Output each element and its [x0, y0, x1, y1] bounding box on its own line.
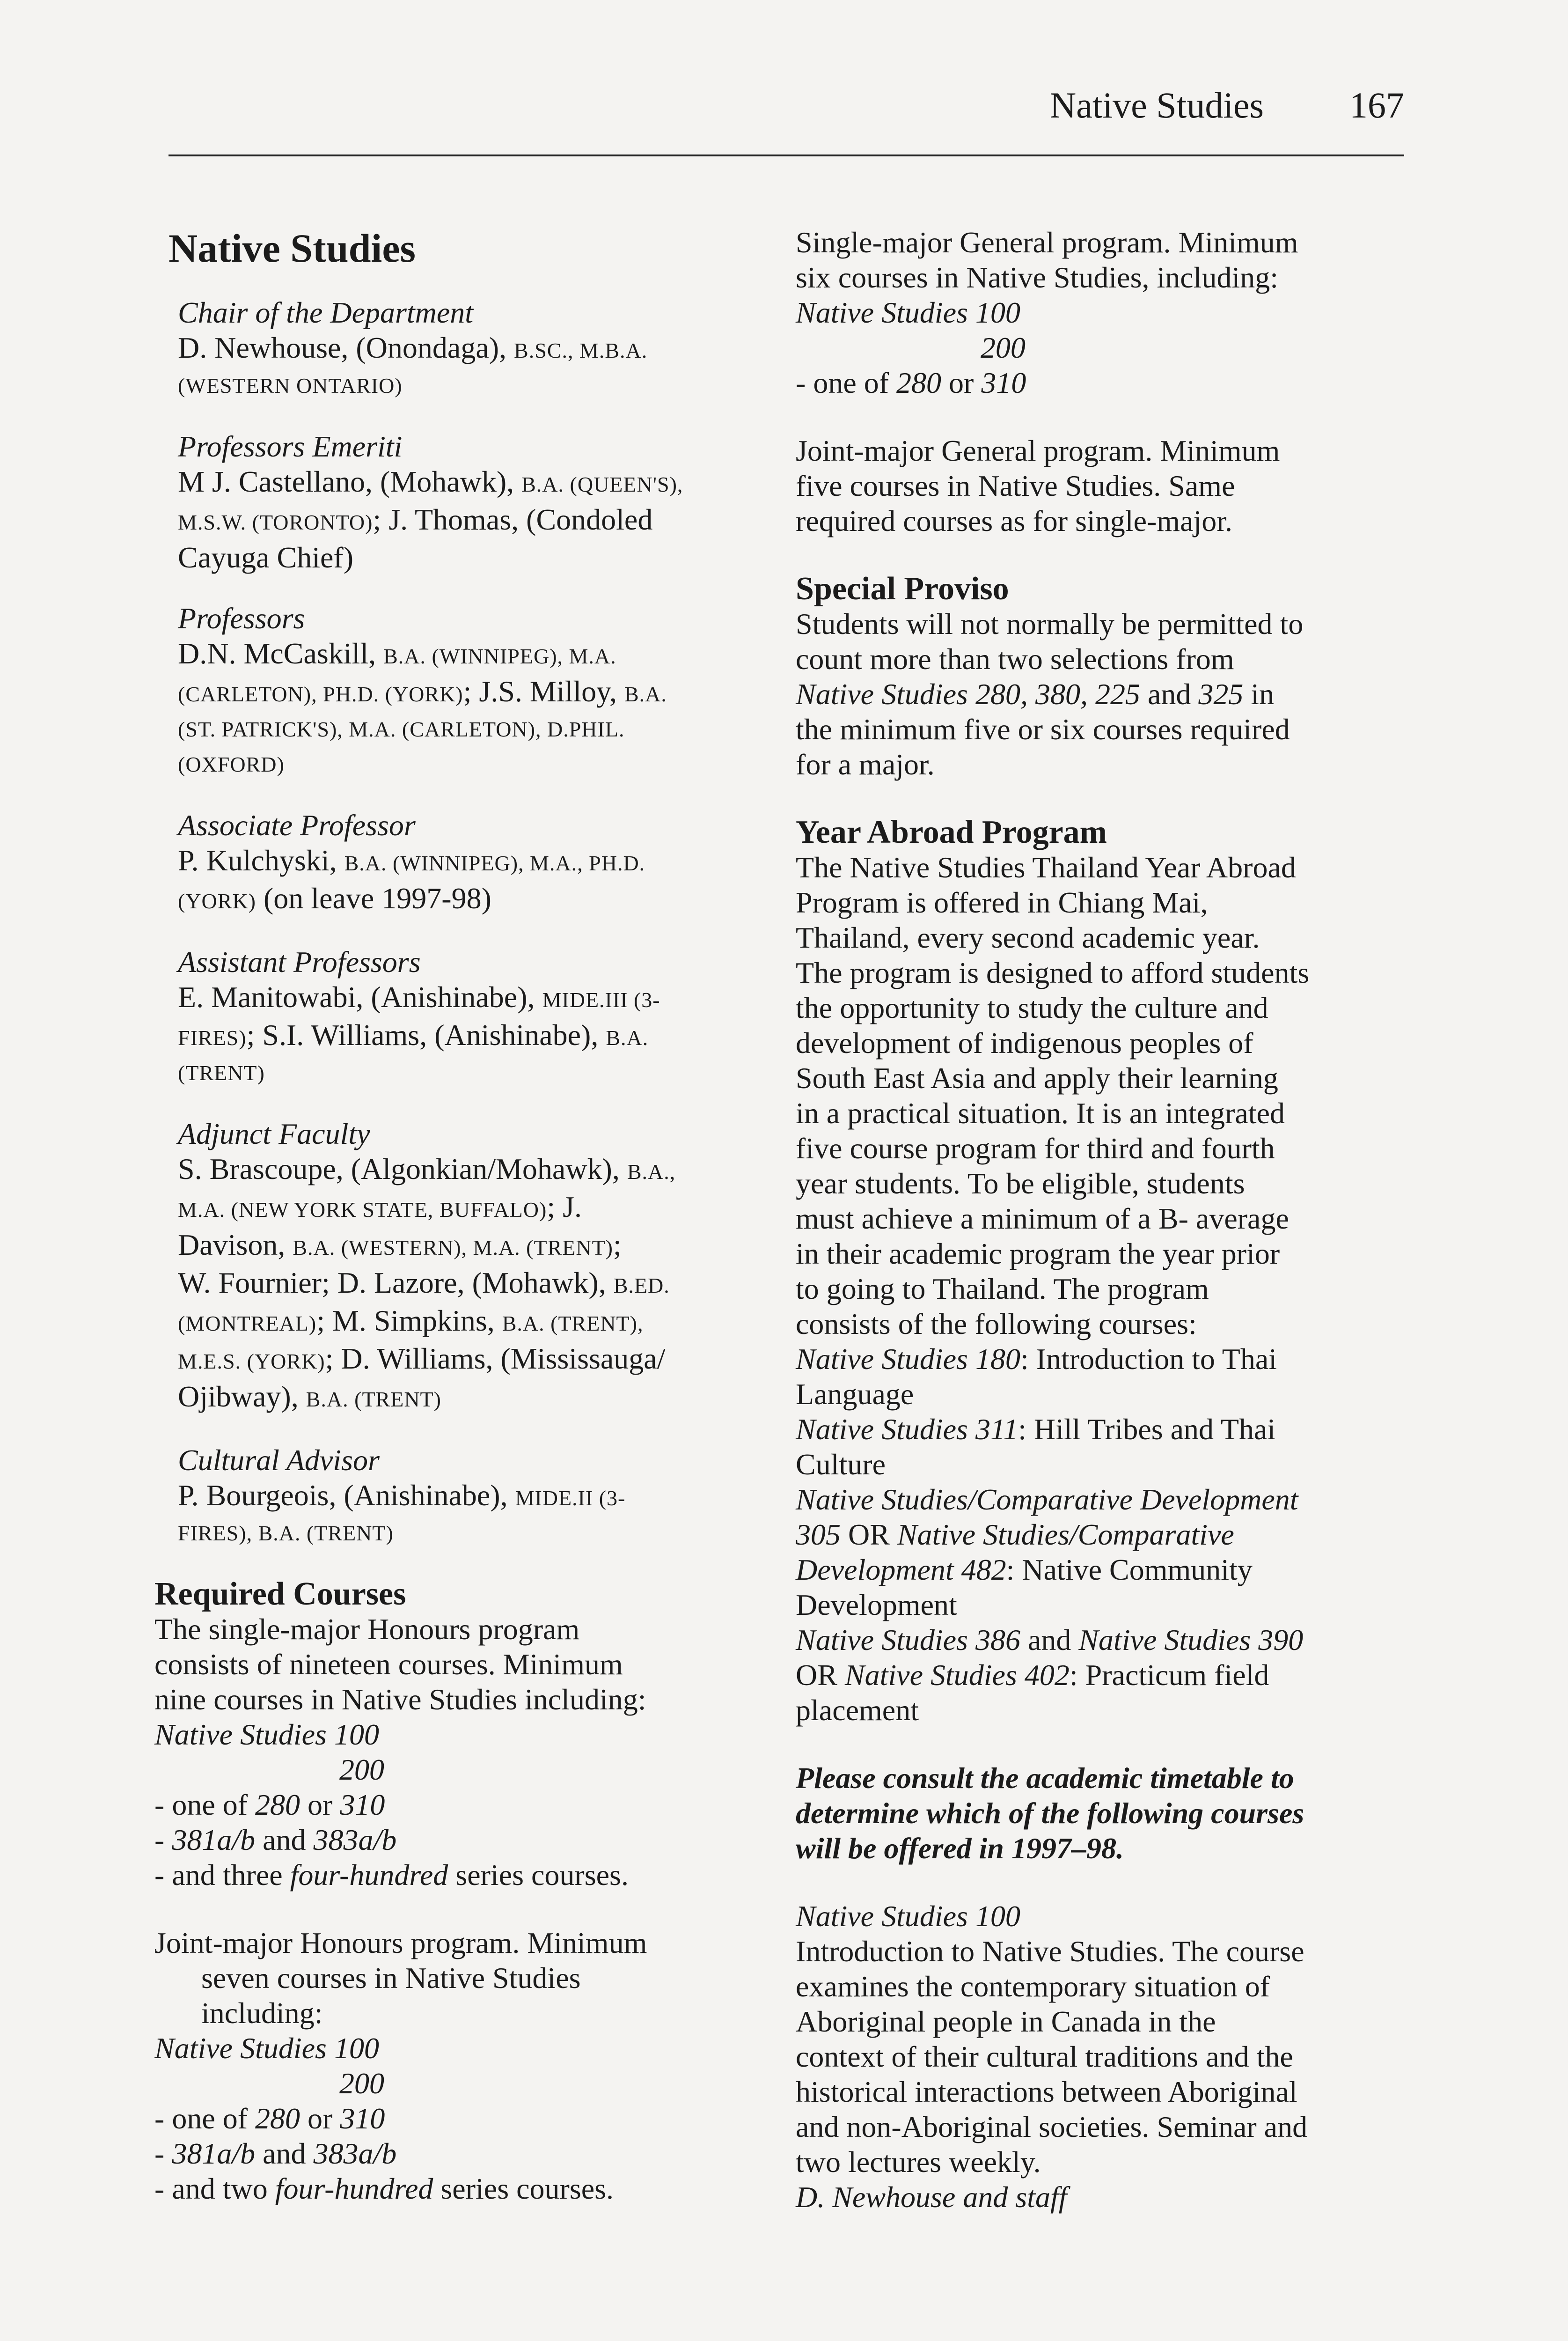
faculty-line: Cayuga Chief) [178, 541, 353, 574]
course-line: - one of 280 or 310 [154, 1788, 385, 1821]
role-label: Cultural Advisor [178, 1443, 380, 1477]
single-major-general [796, 225, 1418, 400]
professors-group [178, 601, 763, 782]
adjunct-group [178, 1116, 763, 1417]
page-header [169, 84, 1404, 131]
course-line: Development 482: Native Community [796, 1553, 1253, 1586]
faculty-line: P. Bourgeois, (Anishinabe), MIDE.II (3- [178, 1479, 626, 1512]
text-line: five course program for third and fourth [796, 1132, 1275, 1165]
faculty-line: Ojibway), B.A. (TRENT) [178, 1380, 441, 1413]
text-line: for a major. [796, 748, 935, 781]
header-rule [169, 155, 1404, 156]
text-line: Joint-major Honours program. Minimum [154, 1926, 647, 1959]
text-line: nine courses in Native Studies including: [154, 1683, 646, 1716]
text-line: Introduction to Native Studies. The course [796, 1935, 1304, 1968]
faculty-line: M.S.W. (TORONTO); J. Thomas, (Condoled [178, 503, 653, 536]
text-line: six courses in Native Studies, including: [796, 261, 1278, 294]
page-number: 167 [1349, 85, 1404, 125]
special-proviso [796, 571, 1418, 782]
faculty-line: E. Manitowabi, (Anishinabe), MIDE.III (3- [178, 980, 660, 1014]
notice-line: will be offered in 1997–98. [796, 1832, 1124, 1865]
text-line: and non-Aboriginal societies. Seminar and [796, 2110, 1308, 2143]
running-title: Native Studies [1049, 85, 1264, 125]
course-line: Culture [796, 1448, 886, 1481]
text-line: five courses in Native Studies. Same [796, 469, 1235, 502]
course-line: Development [796, 1588, 957, 1621]
role-label: Professors Emeriti [178, 430, 403, 463]
text-line: Native Studies 280, 380, 225 and 325 in [796, 677, 1275, 711]
text-line: The single-major Honours program [154, 1612, 580, 1646]
text-line: Program is offered in Chiang Mai, [796, 886, 1208, 919]
right-column [796, 225, 1418, 2247]
faculty-line: (OXFORD) [178, 752, 285, 776]
text-line: in their academic program the year prior [796, 1237, 1280, 1270]
role-label: Associate Professor [178, 809, 416, 842]
section-title: Native Studies [169, 226, 416, 271]
text-line: must achieve a minimum of a B- average [796, 1202, 1289, 1235]
course-line: OR Native Studies 402: Practicum field [796, 1658, 1269, 1692]
course-line: Native Studies 100 [796, 296, 1020, 329]
joint-major-general [796, 433, 1418, 538]
course-line: - one of 280 or 310 [154, 2102, 385, 2135]
faculty-line: (WESTERN ONTARIO) [178, 374, 403, 398]
emeriti-group [178, 429, 763, 575]
left-column [154, 225, 763, 2206]
course-line: Language [796, 1377, 914, 1411]
text-line: historical interactions between Aboriginal [796, 2075, 1297, 2108]
notice-line: Please consult the academic timetable to [796, 1761, 1294, 1795]
faculty-line: M.E.S. (YORK); D. Williams, (Mississauga/ [178, 1342, 666, 1375]
faculty-line: M J. Castellano, (Mohawk), B.A. (QUEEN'S), [178, 465, 683, 498]
faculty-line: D.N. McCaskill, B.A. (WINNIPEG), M.A. [178, 637, 616, 670]
course-line: 305 OR Native Studies/Comparative [796, 1518, 1234, 1551]
text-line: Aboriginal people in Canada in the [796, 2005, 1216, 2038]
text-line: Joint-major General program. Minimum [796, 434, 1280, 467]
course-line: placement [796, 1693, 919, 1727]
text-line: count more than two selections from [796, 642, 1234, 676]
faculty-line: (CARLETON), PH.D. (YORK); J.S. Milloy, B.A. [178, 675, 667, 708]
role-label: Adjunct Faculty [178, 1117, 370, 1150]
notice-line: determine which of the following courses [796, 1796, 1304, 1830]
text-line: two lectures weekly. [796, 2145, 1041, 2179]
course-line: Native Studies 180: Introduction to Thai [796, 1342, 1277, 1376]
course-line: Native Studies 386 and Native Studies 390 [796, 1623, 1304, 1656]
text-line: The Native Studies Thailand Year Abroad [796, 851, 1296, 884]
text-line: context of their cultural traditions and the [796, 2040, 1293, 2073]
text-line: year students. To be eligible, students [796, 1167, 1245, 1200]
section-heading: Year Abroad Program [796, 814, 1107, 850]
text-line: consists of nineteen courses. Minimum [154, 1648, 623, 1681]
faculty-line: FIRES), B.A. (TRENT) [178, 1521, 394, 1545]
text-line: required courses as for single-major. [796, 504, 1233, 537]
assistant-group [178, 944, 763, 1090]
faculty-line: W. Fournier; D. Lazore, (Mohawk), B.ED. [178, 1266, 670, 1299]
faculty-line: D. Newhouse, (Onondaga), B.SC., M.B.A. [178, 331, 648, 364]
section-heading: Special Proviso [796, 571, 1009, 607]
course-line: Native Studies 100 [154, 2032, 379, 2065]
text-line: Students will not normally be permitted to [796, 607, 1304, 640]
faculty-line: (TRENT) [178, 1061, 265, 1085]
text-line: Single-major General program. Minimum [796, 226, 1298, 259]
chair-group [178, 295, 763, 403]
required-courses [154, 1576, 763, 2206]
faculty-line: (MONTREAL); M. Simpkins, B.A. (TRENT), [178, 1304, 644, 1337]
course-code: Native Studies 100 [796, 1899, 1020, 1933]
text-line: Thailand, every second academic year. [796, 921, 1260, 954]
faculty-line: FIRES); S.I. Williams, (Anishinabe), B.A. [178, 1018, 649, 1052]
role-label: Assistant Professors [178, 945, 421, 979]
course-line: Native Studies 311: Hill Tribes and Thai [796, 1413, 1276, 1446]
text-line: The program is designed to afford students [796, 956, 1310, 989]
course-line: 200 [339, 2067, 384, 2100]
text-line: South East Asia and apply their learning [796, 1061, 1278, 1095]
course-line: - one of 280 or 310 [796, 366, 1026, 399]
faculty-line: (YORK) (on leave 1997-98) [178, 882, 491, 915]
course-line: - 381a/b and 383a/b [154, 1823, 397, 1856]
text-line: the opportunity to study the culture and [796, 991, 1268, 1024]
year-abroad-program [796, 815, 1418, 1728]
associate-group [178, 808, 763, 919]
text-line: the minimum five or six courses required [796, 713, 1290, 746]
section-heading: Required Courses [154, 1576, 406, 1612]
text-line: consists of the following courses: [796, 1307, 1197, 1340]
course-line: - and two four-hundred series courses. [154, 2172, 614, 2205]
course-line: - and three four-hundred series courses. [154, 1858, 629, 1892]
course-line: 200 [981, 331, 1026, 364]
text-line: including: [201, 1996, 323, 2030]
course-ns100 [796, 1899, 1418, 2215]
faculty-line: Davison, B.A. (WESTERN), M.A. (TRENT); [178, 1228, 622, 1261]
course-instructor: D. Newhouse and staff [796, 2180, 1067, 2214]
text-line: seven courses in Native Studies [201, 1961, 581, 1995]
text-line: in a practical situation. It is an integrated [796, 1097, 1285, 1130]
role-label: Chair of the Department [178, 296, 474, 329]
course-line: Native Studies 100 [154, 1718, 379, 1751]
course-line: Native Studies/Comparative Development [796, 1483, 1298, 1516]
course-line: - 381a/b and 383a/b [154, 2137, 397, 2170]
consult-notice [796, 1760, 1418, 1866]
faculty-line: S. Brascoupe, (Algonkian/Mohawk), B.A., [178, 1152, 676, 1185]
text-line: development of indigenous peoples of [796, 1026, 1253, 1060]
cultural-group [178, 1443, 763, 1551]
course-line: 200 [339, 1753, 384, 1786]
faculty-line: M.A. (NEW YORK STATE, BUFFALO); J. [178, 1190, 582, 1223]
text-line: examines the contemporary situation of [796, 1970, 1270, 2003]
role-label: Professors [178, 602, 305, 635]
faculty-line: (ST. PATRICK'S), M.A. (CARLETON), D.PHIL. [178, 717, 625, 741]
faculty-line: P. Kulchyski, B.A. (WINNIPEG), M.A., PH.D. [178, 844, 645, 877]
text-line: to going to Thailand. The program [796, 1272, 1209, 1305]
